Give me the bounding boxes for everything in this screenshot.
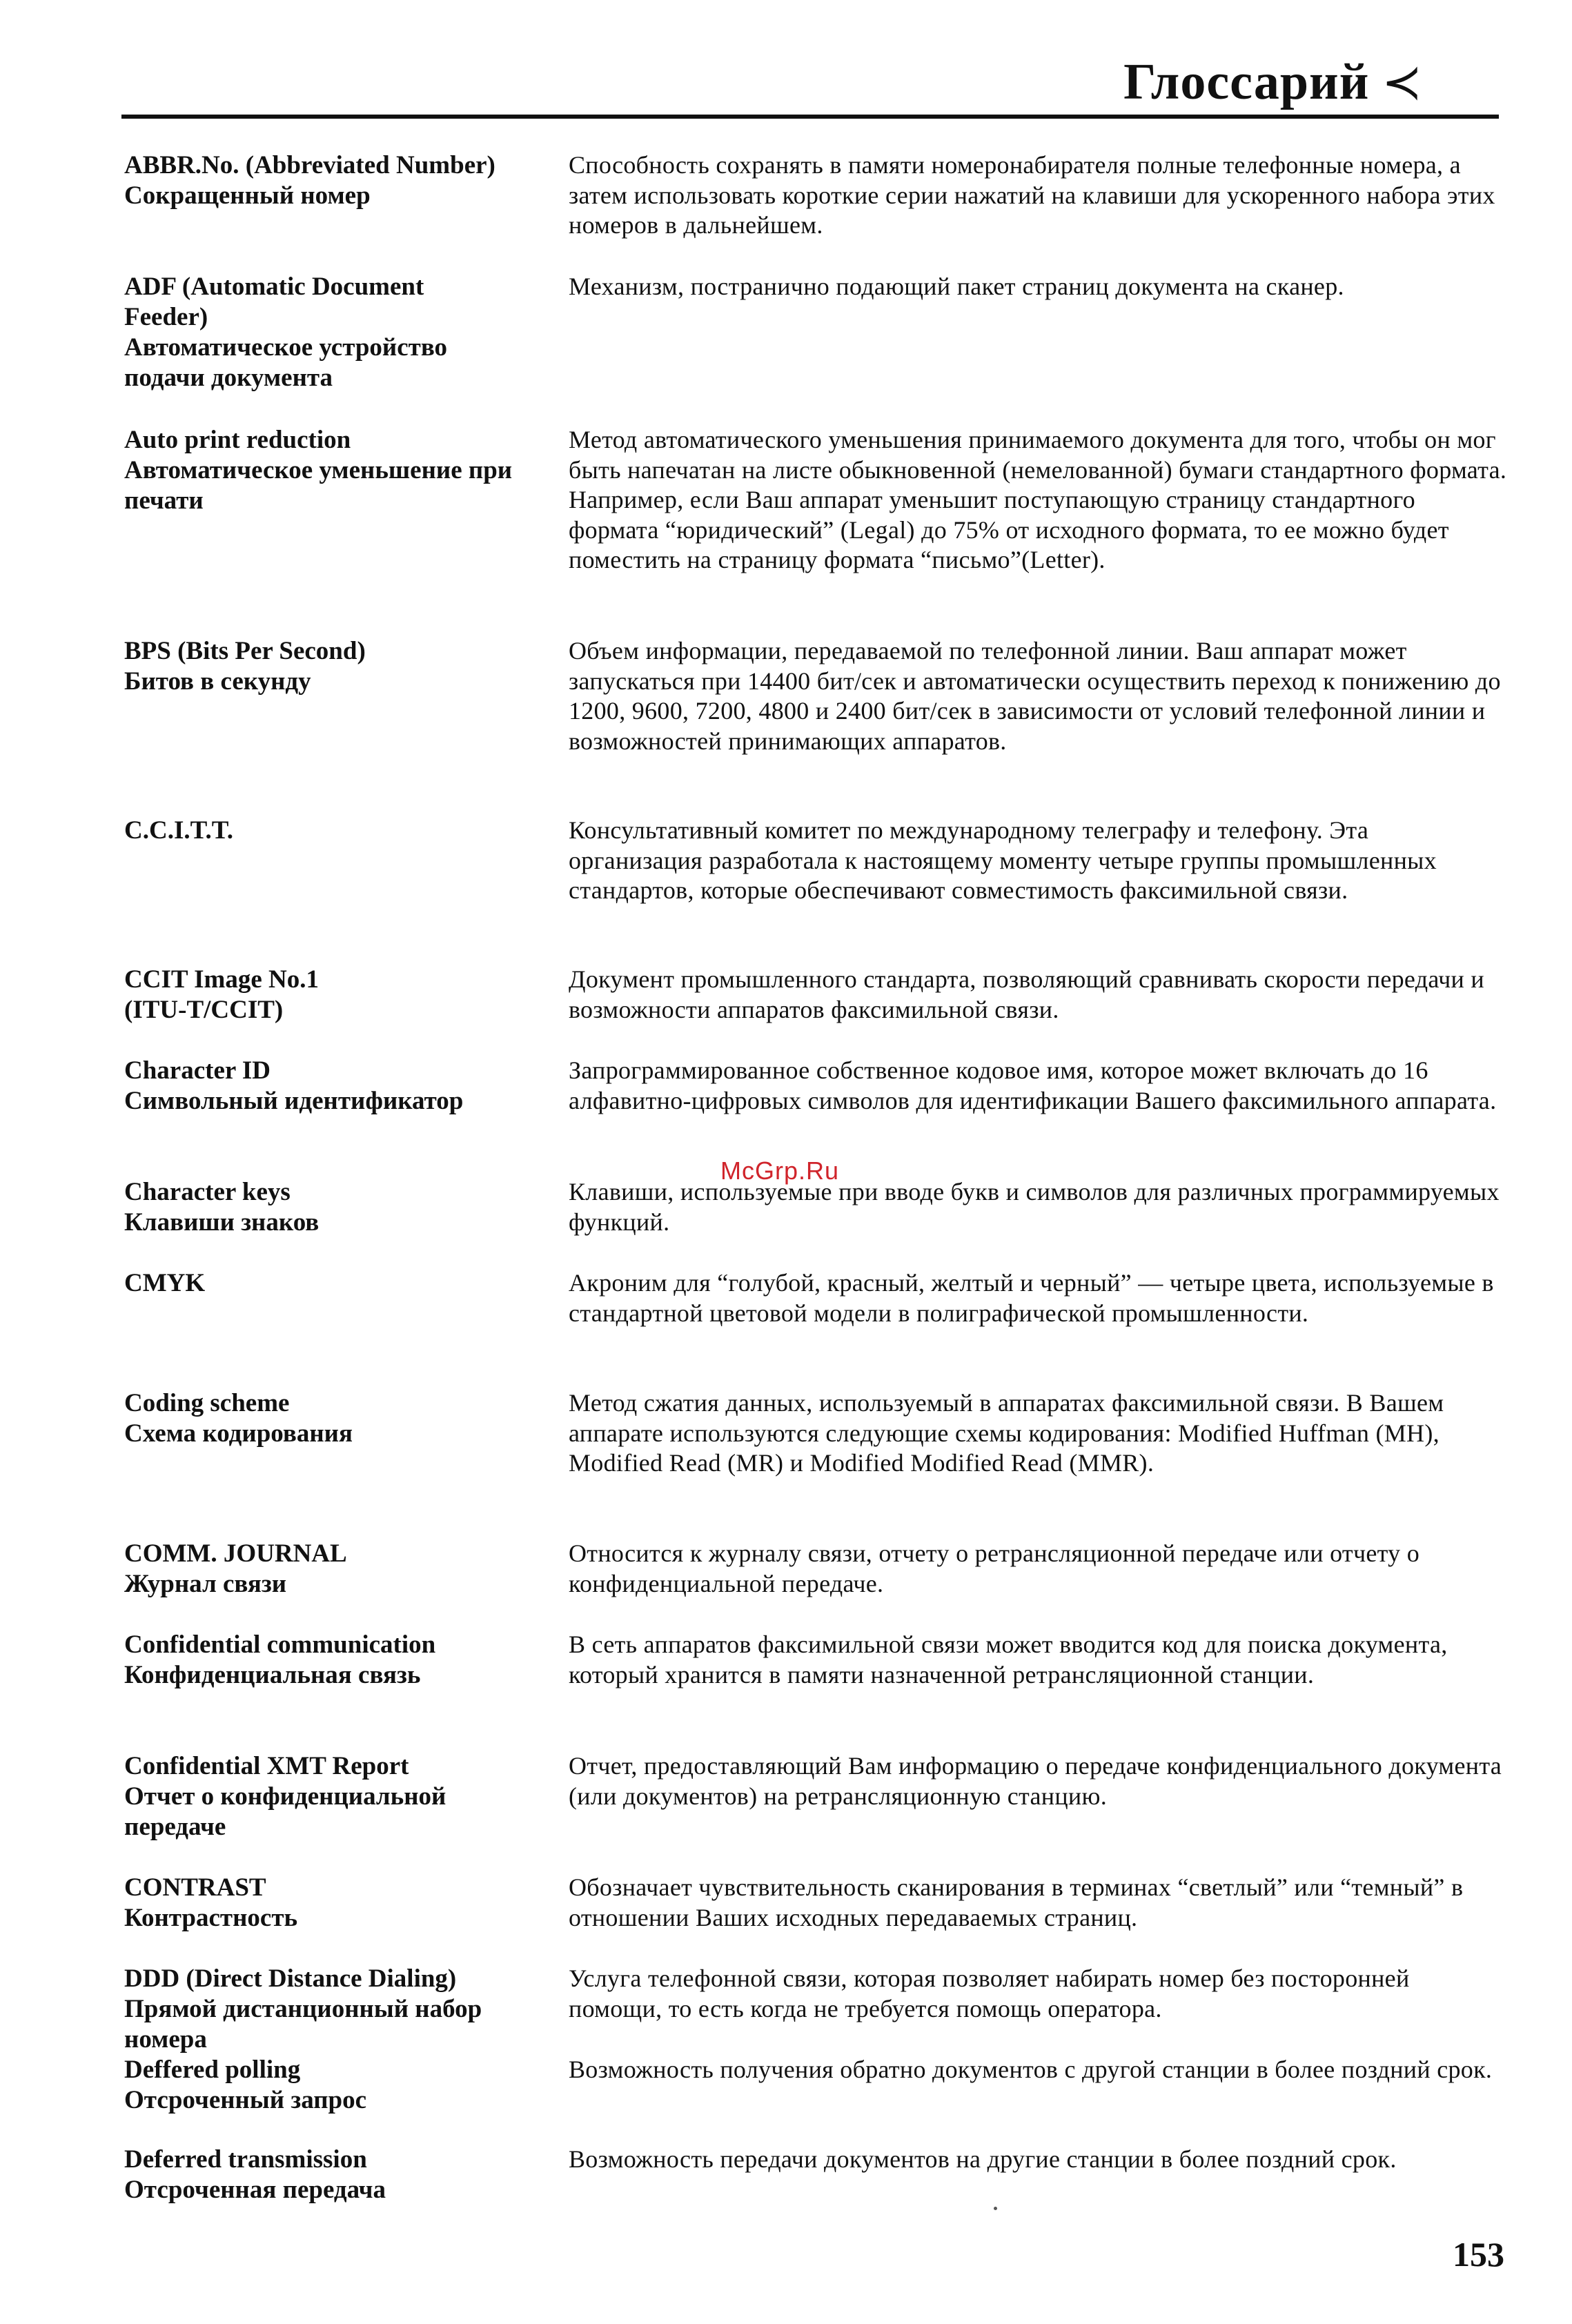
entry-term: [124, 1056, 552, 1116]
entry-definition: Отчет, предоставляющий Вам информацию о передаче конфиденциального документа (или документов) на ретрансляционную станцию.: [569, 1752, 1502, 1810]
entry-term: [124, 150, 552, 211]
entry-term: [124, 1177, 552, 1238]
entry-definition: Акроним для “голубой, красный, желтый и черный” — четыре цвета, используемые в стандартной цветовой модели в полиграфической промышленности.: [569, 1269, 1494, 1327]
term-line: Auto print reduction: [124, 426, 351, 454]
entry-definition: Консультативный комитет по международному телеграфу и телефону. Эта организация разработала к настоящему моменту четыре группы промышленных стандартов, которые обеспечивают совместимость факсимильной связи.: [569, 816, 1437, 904]
term-line: Символьный идентификатор: [124, 1087, 464, 1115]
entry-definition: Запрограммированное собственное кодовое имя, которое может включать до 16 алфавитно-цифровых символов для идентификации Вашего факсимильного аппарата.: [569, 1056, 1497, 1114]
title-arrow-icon: ≺: [1382, 57, 1423, 110]
term-line: C.C.I.T.T.: [124, 816, 233, 845]
entry-term: [124, 636, 552, 697]
term-line: номера: [124, 2025, 207, 2054]
term-line: Character ID: [124, 1056, 271, 1085]
term-line: подачи документа: [124, 364, 333, 392]
term-line: Отчет о конфиденциальной: [124, 1782, 446, 1811]
term-line: передаче: [124, 1813, 226, 1841]
term-line: (ITU-T/CCIT): [124, 996, 284, 1024]
entry-term: [124, 1268, 552, 1299]
term-line: Feeder): [124, 303, 208, 331]
term-line: ABBR.No. (Abbreviated Number): [124, 151, 495, 179]
entry-term: [124, 2055, 552, 2116]
page-title: [1123, 54, 1423, 110]
entry-definition: Возможность получения обратно документов с другой станции в более поздний срок.: [569, 2056, 1493, 2083]
entry-definition: Метод сжатия данных, используемый в аппаратах факсимильной связи. В Вашем аппарате используются следующие схемы кодирования: Modified Huffman (MH), Modified Read (MR) и Modified Modified Read (MMR).: [569, 1389, 1444, 1477]
entry-term: [124, 1630, 552, 1691]
term-line: Отсроченный запрос: [124, 2086, 367, 2114]
term-line: ADF (Automatic Document: [124, 273, 424, 301]
term-line: Автоматическое уменьшение при: [124, 456, 513, 484]
term-line: Отсроченная передача: [124, 2176, 386, 2204]
term-line: Журнал связи: [124, 1570, 287, 1598]
term-line: Coding scheme: [124, 1389, 290, 1417]
term-line: Конфиденциальная связь: [124, 1661, 421, 1689]
entry-definition: В сеть аппаратов факсимильной связи может вводится код для поиска документа, который хранится в памяти назначенной ретрансляционной станции.: [569, 1631, 1448, 1688]
term-line: Сокращенный номер: [124, 181, 371, 210]
term-line: Confidential communication: [124, 1631, 436, 1659]
term-line: BPS (Bits Per Second): [124, 637, 366, 665]
entry-definition: Обозначает чувствительность сканирования в терминах “светлый” или “темный” в отношении Ваших исходных передаваемых страниц.: [569, 1873, 1464, 1931]
term-line: Прямой дистанционный набор: [124, 1995, 482, 2023]
term-line: Клавиши знаков: [124, 1208, 320, 1237]
entry-term: [124, 816, 552, 846]
title-rule: [121, 115, 1499, 119]
entry-definition: Способность сохранять в памяти номеронабирателя полные телефонные номера, а затем использовать короткие серии нажатий на клавиши для ускоренного набора этих номеров в дальнейшем.: [569, 151, 1495, 239]
entry-term: [124, 272, 552, 393]
entry-definition: Услуга телефонной связи, которая позволяет набирать номер без посторонней помощи, то есть когда не требуется помощь оператора.: [569, 1964, 1410, 2022]
scan-speck: [994, 2207, 997, 2210]
entry-definition: Возможность передачи документов на другие станции в более поздний срок.: [569, 2145, 1397, 2173]
term-line: Deferred transmission: [124, 2145, 367, 2174]
term-line: CMYK: [124, 1269, 206, 1297]
entry-definition: Клавиши, используемые при вводе букв и символов для различных программируемых функций.: [569, 1178, 1500, 1236]
entry-definition: Объем информации, передаваемой по телефонной линии. Ваш аппарат может запускаться при 14400 бит/сек и автоматически осуществить переход к понижению до 1200, 9600, 7200, 4800 и 2400 бит/сек в зависимости от условий телефонной линии и возможностей принимающих аппаратов.: [569, 637, 1501, 755]
entry-definition: Механизм, постранично подающий пакет страниц документа на сканер.: [569, 273, 1344, 300]
term-line: COMM. JOURNAL: [124, 1539, 347, 1568]
term-line: Битов в секунду: [124, 667, 311, 696]
term-line: Character keys: [124, 1178, 291, 1206]
entry-term: [124, 425, 552, 516]
entry-term: [124, 1388, 552, 1449]
entry-term: [124, 1964, 552, 2055]
entry-term: [124, 1539, 552, 1599]
entry-definition: Документ промышленного стандарта, позволяющий сравнивать скорости передачи и возможности аппаратов факсимильной связи.: [569, 965, 1484, 1023]
term-line: CCIT Image No.1: [124, 965, 319, 994]
term-line: Контрастность: [124, 1904, 298, 1932]
term-line: DDD (Direct Distance Dialing): [124, 1964, 457, 1993]
term-line: Deffered polling: [124, 2056, 301, 2084]
term-line: Автоматическое устройство: [124, 333, 448, 362]
term-line: Confidential XMT Report: [124, 1752, 409, 1780]
watermark: McGrp.Ru: [720, 1156, 840, 1185]
entry-definition: Метод автоматического уменьшения принимаемого документа для того, чтобы он мог быть напечатан на листе обыкновенной (немелованной) бумаги стандартного формата. Например, если Ваш аппарат уменьшит поступающую страницу стандартного формата “юридический” (Legal) до 75% от исходного формата, то ее можно будет поместить на страницу формата “письмо”(Letter).: [569, 426, 1507, 573]
page-title-text: Глоссарий: [1123, 54, 1370, 110]
entry-term: [124, 1751, 552, 1842]
term-line: CONTRAST: [124, 1873, 266, 1902]
page-number: 153: [1453, 2235, 1504, 2274]
entry-term: [124, 965, 552, 1025]
entry-term: [124, 1873, 552, 1933]
term-line: печати: [124, 486, 204, 515]
entry-term: [124, 2145, 552, 2205]
term-line: Схема кодирования: [124, 1419, 353, 1448]
entry-definition: Относится к журналу связи, отчету о ретрансляционной передаче или отчету о конфиденциальной передаче.: [569, 1539, 1420, 1597]
